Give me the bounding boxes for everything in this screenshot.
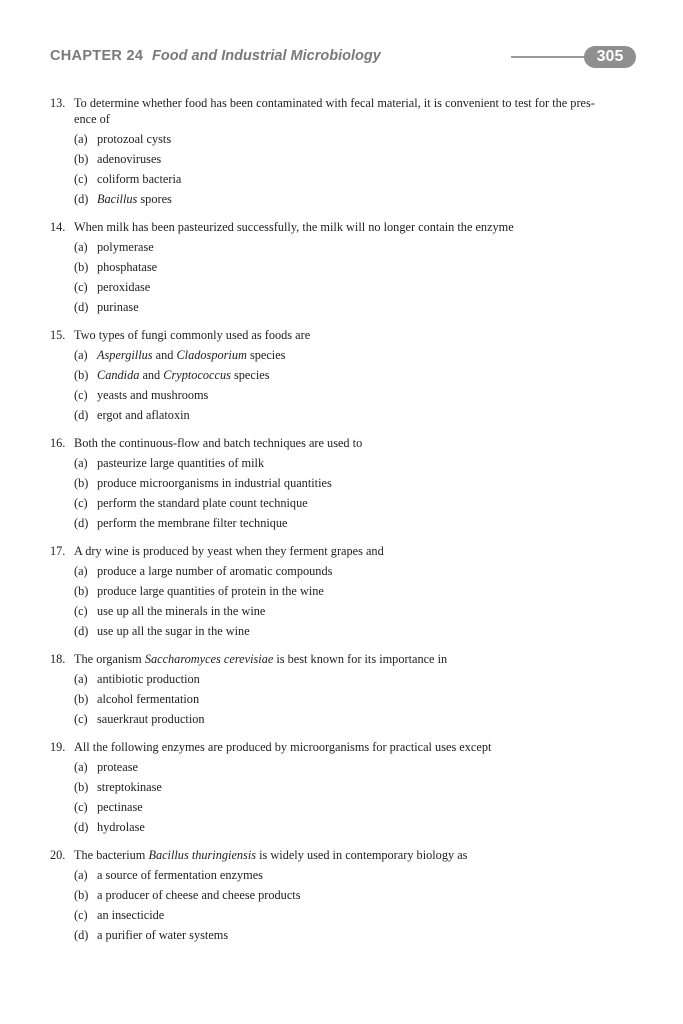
answer-option — [50, 927, 640, 943]
answer-option — [50, 407, 640, 423]
answer-option — [50, 387, 640, 403]
option-text: pasteurize large quantities of milk — [97, 456, 265, 470]
option-text: purinase — [97, 300, 139, 314]
answer-option — [50, 495, 640, 511]
answer-option — [50, 563, 640, 579]
option-text: and — [139, 368, 164, 382]
option-text: an insecticide — [97, 908, 165, 922]
answer-option — [50, 191, 640, 207]
question-number: 20. — [50, 848, 66, 862]
answer-option — [50, 151, 640, 167]
option-letter: (a) — [74, 672, 88, 686]
answer-option — [50, 239, 640, 255]
option-letter: (d) — [74, 928, 89, 942]
answer-option — [50, 455, 640, 471]
option-letter: (b) — [74, 476, 89, 490]
answer-option — [50, 131, 640, 147]
option-text: adenoviruses — [97, 152, 162, 166]
option-text: hydrolase — [97, 820, 145, 834]
option-text: streptokinase — [97, 780, 162, 794]
option-italic-term: Aspergillus — [97, 348, 153, 362]
question-16 — [50, 435, 640, 531]
option-letter: (c) — [74, 800, 88, 814]
option-letter: (c) — [74, 172, 88, 186]
answer-option — [50, 887, 640, 903]
option-text: protease — [97, 760, 138, 774]
answer-option — [50, 799, 640, 815]
question-stem: A dry wine is produced by yeast when they ferment grapes and — [74, 544, 384, 558]
option-letter: (b) — [74, 692, 89, 706]
option-text: antibiotic production — [97, 672, 200, 686]
option-text: produce a large number of aromatic compounds — [97, 564, 333, 578]
stem-text: is widely used in contemporary biology as — [256, 848, 468, 862]
question-list — [50, 95, 640, 955]
option-text: perform the membrane filter technique — [97, 516, 288, 530]
option-text: and — [152, 348, 177, 362]
option-letter: (c) — [74, 388, 88, 402]
answer-option — [50, 583, 640, 599]
option-text: spores — [137, 192, 172, 206]
option-letter: (d) — [74, 300, 89, 314]
question-number: 19. — [50, 740, 66, 754]
option-text: polymerase — [97, 240, 154, 254]
stem-text: is best known for its importance in — [273, 652, 448, 666]
answer-option — [50, 475, 640, 491]
option-letter: (c) — [74, 908, 88, 922]
option-letter: (b) — [74, 888, 89, 902]
option-text: produce microorganisms in industrial quantities — [97, 476, 332, 490]
option-text: a producer of cheese and cheese products — [97, 888, 301, 902]
stem-italic-term: Bacillus thuringiensis — [148, 848, 257, 862]
option-text: yeasts and mushrooms — [97, 388, 209, 402]
question-18 — [50, 651, 640, 727]
option-text: use up all the sugar in the wine — [97, 624, 250, 638]
option-letter: (a) — [74, 240, 88, 254]
option-text: pectinase — [97, 800, 143, 814]
question-stem: To determine whether food has been contaminated with fecal material, it is convenient to test for the pres- — [74, 96, 595, 110]
question-stem: When milk has been pasteurized successfully, the milk will no longer contain the enzyme — [74, 220, 514, 234]
option-text: peroxidase — [97, 280, 151, 294]
answer-option — [50, 759, 640, 775]
option-letter: (a) — [74, 132, 88, 146]
option-letter: (c) — [74, 712, 88, 726]
option-letter: (d) — [74, 192, 89, 206]
answer-option — [50, 279, 640, 295]
question-15 — [50, 327, 640, 423]
option-letter: (b) — [74, 152, 89, 166]
question-number: 16. — [50, 436, 66, 450]
question-stem: All the following enzymes are produced by microorganisms for practical uses except — [74, 740, 492, 754]
answer-option — [50, 867, 640, 883]
question-stem: Two types of fungi commonly used as foods are — [74, 328, 311, 342]
option-letter: (b) — [74, 260, 89, 274]
answer-option — [50, 691, 640, 707]
answer-option — [50, 171, 640, 187]
option-text: use up all the minerals in the wine — [97, 604, 266, 618]
option-letter: (d) — [74, 820, 89, 834]
question-stem — [74, 847, 640, 863]
answer-option — [50, 515, 640, 531]
page-number-badge: 305 — [584, 46, 636, 68]
question-number: 18. — [50, 652, 66, 666]
option-letter: (b) — [74, 368, 89, 382]
option-letter: (d) — [74, 516, 89, 530]
option-letter: (c) — [74, 496, 88, 510]
question-19 — [50, 739, 640, 835]
option-letter: (a) — [74, 348, 88, 362]
answer-option — [50, 671, 640, 687]
page-header — [50, 46, 640, 70]
stem-text: The bacterium — [74, 848, 149, 862]
question-number: 14. — [50, 220, 66, 234]
question-stem-continued: ence of — [74, 112, 110, 126]
answer-option — [50, 779, 640, 795]
question-stem: Both the continuous-flow and batch techniques are used to — [74, 436, 363, 450]
chapter-label: CHAPTER 24 — [50, 48, 144, 64]
answer-option — [50, 347, 640, 363]
option-text: species — [246, 348, 286, 362]
question-17 — [50, 543, 640, 639]
question-20 — [50, 847, 640, 943]
answer-option — [50, 367, 640, 383]
option-text: coliform bacteria — [97, 172, 182, 186]
question-number: 13. — [50, 96, 66, 110]
question-13 — [50, 95, 640, 207]
option-text: species — [230, 368, 270, 382]
option-letter: (d) — [74, 624, 89, 638]
answer-option — [50, 907, 640, 923]
answer-option — [50, 819, 640, 835]
option-text: sauerkraut production — [97, 712, 205, 726]
option-text: perform the standard plate count technique — [97, 496, 308, 510]
stem-italic-term: Saccharomyces cerevisiae — [144, 652, 274, 666]
answer-option — [50, 711, 640, 727]
question-stem — [74, 651, 640, 667]
option-italic-term: Cryptococcus — [163, 368, 231, 382]
option-text: protozoal cysts — [97, 132, 172, 146]
option-text: ergot and aflatoxin — [97, 408, 190, 422]
option-letter: (a) — [74, 760, 88, 774]
question-14 — [50, 219, 640, 315]
answer-option — [50, 623, 640, 639]
option-letter: (b) — [74, 780, 89, 794]
option-text: phosphatase — [97, 260, 158, 274]
option-letter: (a) — [74, 456, 88, 470]
stem-text: The organism — [74, 652, 145, 666]
answer-option — [50, 299, 640, 315]
question-number: 17. — [50, 544, 66, 558]
option-letter: (c) — [74, 604, 88, 618]
option-italic-term: Cladosporium — [176, 348, 247, 362]
option-text: a source of fermentation enzymes — [97, 868, 263, 882]
option-letter: (b) — [74, 584, 89, 598]
option-letter: (c) — [74, 280, 88, 294]
option-italic-term: Bacillus — [97, 192, 138, 206]
chapter-title: Food and Industrial Microbiology — [152, 48, 381, 64]
option-text: alcohol fermentation — [97, 692, 200, 706]
option-italic-term: Candida — [97, 368, 140, 382]
question-number: 15. — [50, 328, 66, 342]
option-letter: (a) — [74, 564, 88, 578]
option-text: a purifier of water systems — [97, 928, 229, 942]
option-letter: (a) — [74, 868, 88, 882]
answer-option — [50, 259, 640, 275]
answer-option — [50, 603, 640, 619]
option-text: produce large quantities of protein in the wine — [97, 584, 324, 598]
option-letter: (d) — [74, 408, 89, 422]
